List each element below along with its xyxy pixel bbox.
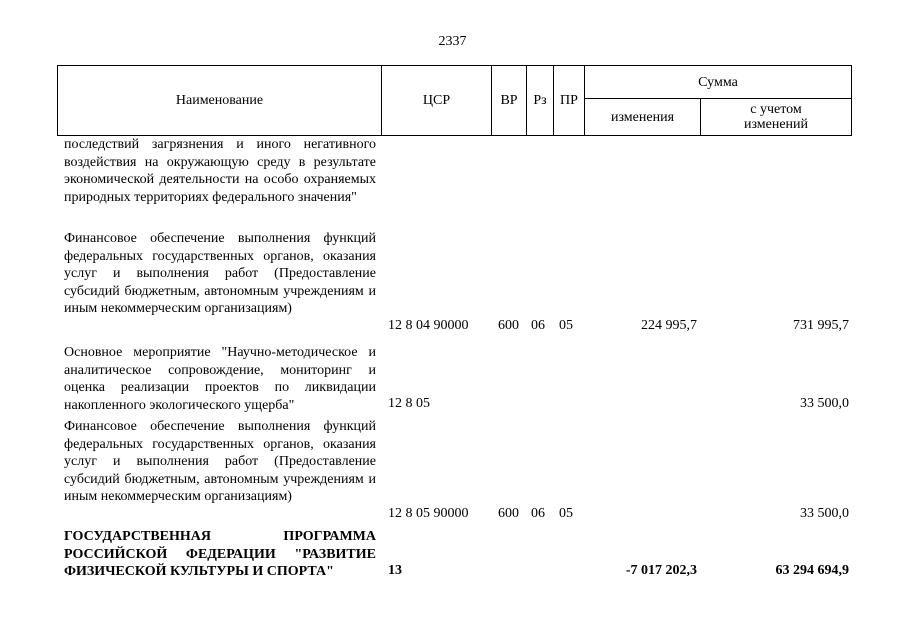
- row-rz: 06: [531, 318, 545, 333]
- header-with-change-line1: с учетом: [750, 102, 802, 117]
- row-vr: 600: [498, 506, 519, 521]
- header-csr: ЦСР: [422, 93, 451, 108]
- row-name-line2: ФИЗИЧЕСКОЙ КУЛЬТУРЫ И СПОРТА": [64, 564, 334, 580]
- row-name-line1: ГОСУДАРСТВЕННАЯ ПРОГРАММА РОССИЙСКОЙ ФЕДЕРАЦИИ "РАЗВИТИЕ: [64, 529, 376, 562]
- row-total: 731 995,7: [793, 318, 849, 333]
- row-total: 33 500,0: [800, 396, 849, 411]
- header-with-change: [701, 99, 851, 135]
- row-total: 33 500,0: [800, 506, 849, 521]
- header-border-right: [851, 65, 852, 136]
- header-rz: Рз: [533, 93, 547, 108]
- row-name: Основное мероприятие "Научно-методическое и аналитическое сопровождение, мониторинг и оценка реализации проектов по ликвидации накопленного экологического ущерба": [64, 345, 376, 413]
- header-name: Наименование: [175, 93, 264, 108]
- header-with-change-line2: изменений: [743, 117, 809, 132]
- header-pr: ПР: [560, 93, 578, 108]
- row-vr: 600: [498, 318, 519, 333]
- row-csr: 12 8 05 90000: [388, 506, 469, 521]
- row-csr: 13: [388, 563, 402, 578]
- row-pr: 05: [559, 318, 573, 333]
- header-vr: ВР: [500, 93, 518, 108]
- row-name: последствий загрязнения и иного негативного воздействия на окружающую среду в результате экономической деятельности на особо охраняемых природных территориях федерального значения": [64, 137, 376, 205]
- row-csr: 12 8 05: [388, 396, 430, 411]
- row-name: [64, 528, 376, 581]
- header-sum: Сумма: [698, 74, 738, 90]
- row-change: 224 995,7: [641, 318, 697, 333]
- row-rz: 06: [531, 506, 545, 521]
- row-change: -7 017 202,3: [625, 563, 697, 578]
- row-name: Финансовое обеспечение выполнения функций федеральных государственных органов, оказания услуг и выполнения работ (Предоставление субсидий бюджетным, автономным учреждениям и иным некоммерческим организациям): [64, 419, 376, 505]
- row-name: Финансовое обеспечение выполнения функций федеральных государственных органов, оказания услуг и выполнения работ (Предоставление субсидий бюджетным, автономным учреждениям и иным некоммерческим организациям): [64, 231, 376, 317]
- row-total: 63 294 694,9: [775, 563, 849, 578]
- page-number: 2337: [438, 34, 467, 49]
- row-csr: 12 8 04 90000: [388, 318, 469, 333]
- header-change: изменения: [610, 109, 675, 125]
- row-pr: 05: [559, 506, 573, 521]
